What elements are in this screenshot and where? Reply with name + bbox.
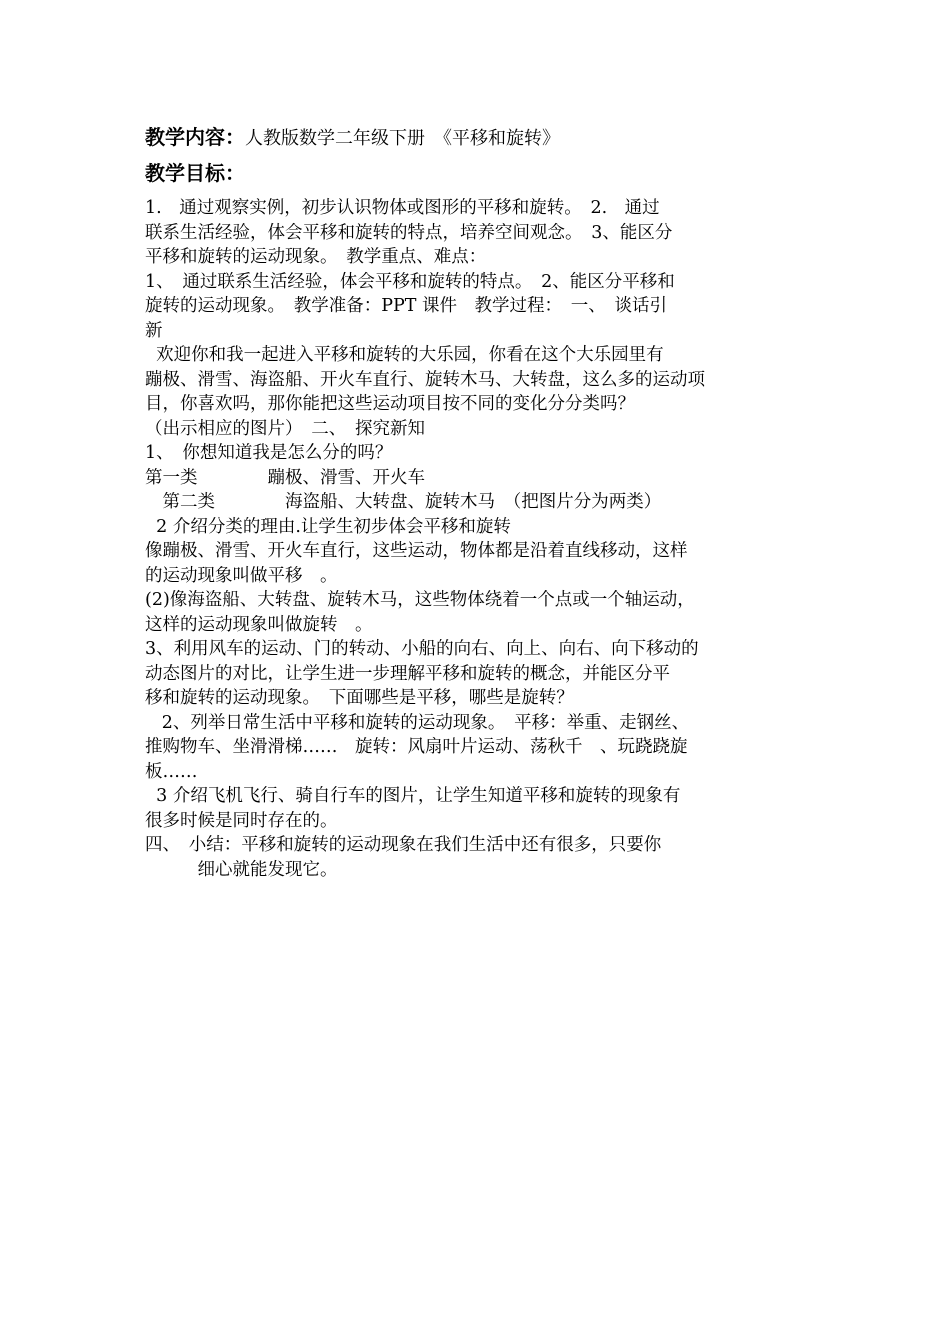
- document-page: [145, 120, 815, 882]
- body-line: (2)像海盗船、大转盘、旋转木马，这些物体绕着一个点或一个轴运动，: [145, 590, 695, 610]
- body-line: 四、 小结：平移和旋转的运动现象在我们生活中还有很多，只要你: [145, 835, 662, 855]
- body-line: 细心就能发现它。: [145, 859, 338, 880]
- body-line: 新: [145, 320, 163, 341]
- body-line: 3、利用风车的运动、门的转动、小船的向右、向上、向右、向下移动的: [145, 639, 699, 659]
- body-line: 3 介绍飞机飞行、骑自行车的图片，让学生知道平移和旋转的现象有: [145, 786, 681, 806]
- teaching-content-heading: [145, 124, 815, 152]
- teaching-content-label: 教学内容：: [145, 125, 245, 149]
- teaching-content-value: 人教版数学二年级下册 《平移和旋转》: [245, 128, 560, 149]
- body-line: 推购物车、坐滑滑梯…… 旋转：风扇叶片运动、荡秋千 、玩跷跷旋: [145, 737, 688, 757]
- body-line: 目，你喜欢吗，那你能把这些运动项目按不同的变化分分类吗？: [145, 394, 635, 414]
- body-line: 平移和旋转的运动现象。 教学重点、难点：: [145, 247, 487, 267]
- body-line: 第一类 蹦极、滑雪、开火车: [145, 467, 425, 488]
- body-line: 像蹦极、滑雪、开火车直行，这些运动，物体都是沿着直线移动，这样: [145, 541, 688, 561]
- teaching-goals-heading: 教学目标：: [145, 161, 245, 185]
- body-line: 欢迎你和我一起进入平移和旋转的大乐园，你看在这个大乐园里有: [145, 345, 664, 365]
- body-line: 联系生活经验，体会平移和旋转的特点，培养空间观念。 3、能区分: [145, 222, 673, 243]
- body-line: 第二类 海盗船、大转盘、旋转木马 （把图片分为两类）: [145, 492, 662, 512]
- body-line: 板……: [145, 761, 198, 782]
- body-line: 2、列举日常生活中平移和旋转的运动现象。 平移：举重、走钢丝、: [145, 712, 690, 733]
- body-line: 蹦极、滑雪、海盗船、开火车直行、旋转木马、大转盘，这么多的运动项: [145, 369, 705, 390]
- body-line: 1、 通过联系生活经验，体会平移和旋转的特点。 2、能区分平移和: [145, 271, 675, 292]
- body-line: 移和旋转的运动现象。 下面哪些是平移，哪些是旋转？: [145, 688, 574, 708]
- body-line: 这样的运动现象叫做旋转 。: [145, 614, 373, 635]
- body-line: 动态图片的对比，让学生进一步理解平移和旋转的概念，并能区分平: [145, 663, 670, 684]
- body-line: 1、 你想知道我是怎么分的吗？: [145, 443, 393, 463]
- body-line: 旋转的运动现象。 教学准备：PPT 课件 教学过程： 一、 谈话引: [145, 296, 668, 316]
- body-line: 1. 通过观察实例，初步认识物体或图形的平移和旋转。 2. 通过: [145, 198, 660, 218]
- body-line: （出示相应的图片） 二、 探究新知: [145, 418, 425, 439]
- body-line: 很多时候是同时存在的。: [145, 810, 338, 831]
- body-line: 的运动现象叫做平移 。: [145, 565, 338, 586]
- body-line: 2 介绍分类的理由.让学生初步体会平移和旋转: [145, 516, 511, 537]
